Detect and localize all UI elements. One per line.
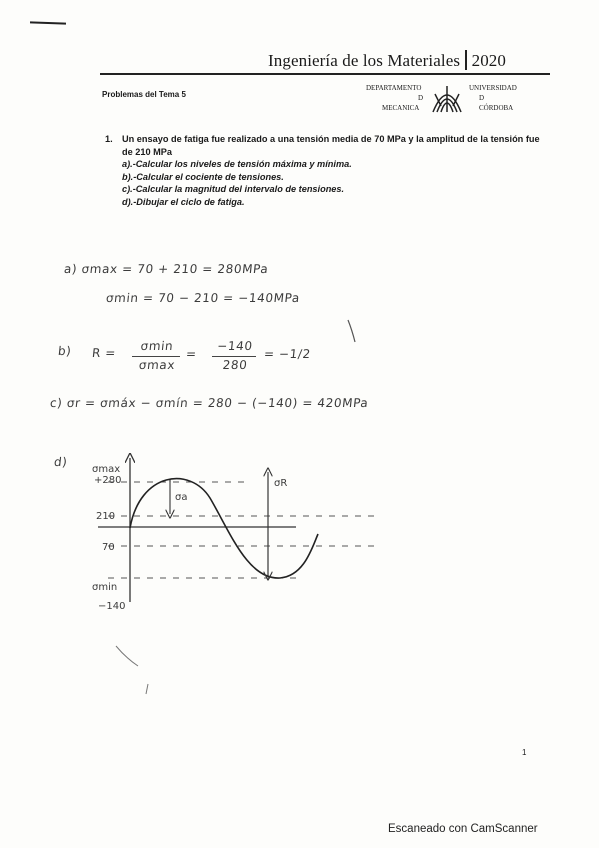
answer-a-line2: σmin = 70 − 210 = −140MPa [105,291,301,305]
graph-210-label: 210 [96,511,116,522]
camscanner-watermark: Escaneado con CamScanner [388,823,538,835]
answer-b-frac2-num: −140 [216,339,254,353]
university-logo-icon [427,82,467,114]
course-year: 2020 [471,51,506,70]
pen-stroke [346,318,358,344]
fatigue-cycle-graph [48,452,388,702]
problem-item-c: c).-Calcular la magnitud del intervalo de tensiones. [122,184,345,194]
title-separator [465,50,467,70]
university-name: UNIVERSIDAD D CÓRDOBA [469,84,517,112]
course-name: Ingeniería de los Materiales [268,51,461,70]
problem-item-d: d).-Dibujar el ciclo de fatiga. [122,196,245,207]
graph-range-label: σR [274,478,288,489]
department-name: DEPARTAMENTO D MECANICA [366,84,424,112]
answer-b-frac1-num: σmin [139,339,175,353]
graph-70-label: 70 [102,542,115,553]
answer-b-result: = −1/2 [263,347,312,361]
graph-max-value: +280 [94,475,122,486]
graph-min-label: σmin [92,582,118,593]
answer-d-label: d) [53,455,69,469]
answer-b-label: b) [57,344,73,358]
answer-a-line1: a) σmax = 70 + 210 = 280MPa [63,262,270,276]
answer-c-line: c) σr = σmáx − σmín = 280 − (−140) = 420MPa [49,396,370,410]
corner-pen-mark [30,21,66,24]
answer-b-eq: = [185,347,198,361]
answer-b-frac2-den: 280 [221,358,249,372]
header-rule [100,73,550,75]
page-number: 1 [522,748,527,757]
problem-item-a: a).-Calcular los niveles de tensión máxima y mínima. [122,159,352,169]
answer-b-frac1-den: σmax [138,358,176,372]
problem-items [108,158,548,208]
problem-number: 1. [105,134,113,144]
answer-b-R: R = [91,346,117,360]
problems-label: Problemas del Tema 5 [102,90,186,99]
course-title [268,50,506,71]
graph-max-label: σmax [92,464,121,475]
problem-statement: Un ensayo de fatiga fue realizado a una tensión media de 70 MPa y la amplitud de la tensión fue de 210 MPa [122,134,540,157]
problem-item-b: b).-Calcular el cociente de tensiones. [122,171,284,182]
graph-min-value: −140 [98,601,126,612]
problem-1 [105,133,548,208]
stress-cycle-curve [130,479,318,578]
graph-amplitude-label: σa [175,492,188,503]
